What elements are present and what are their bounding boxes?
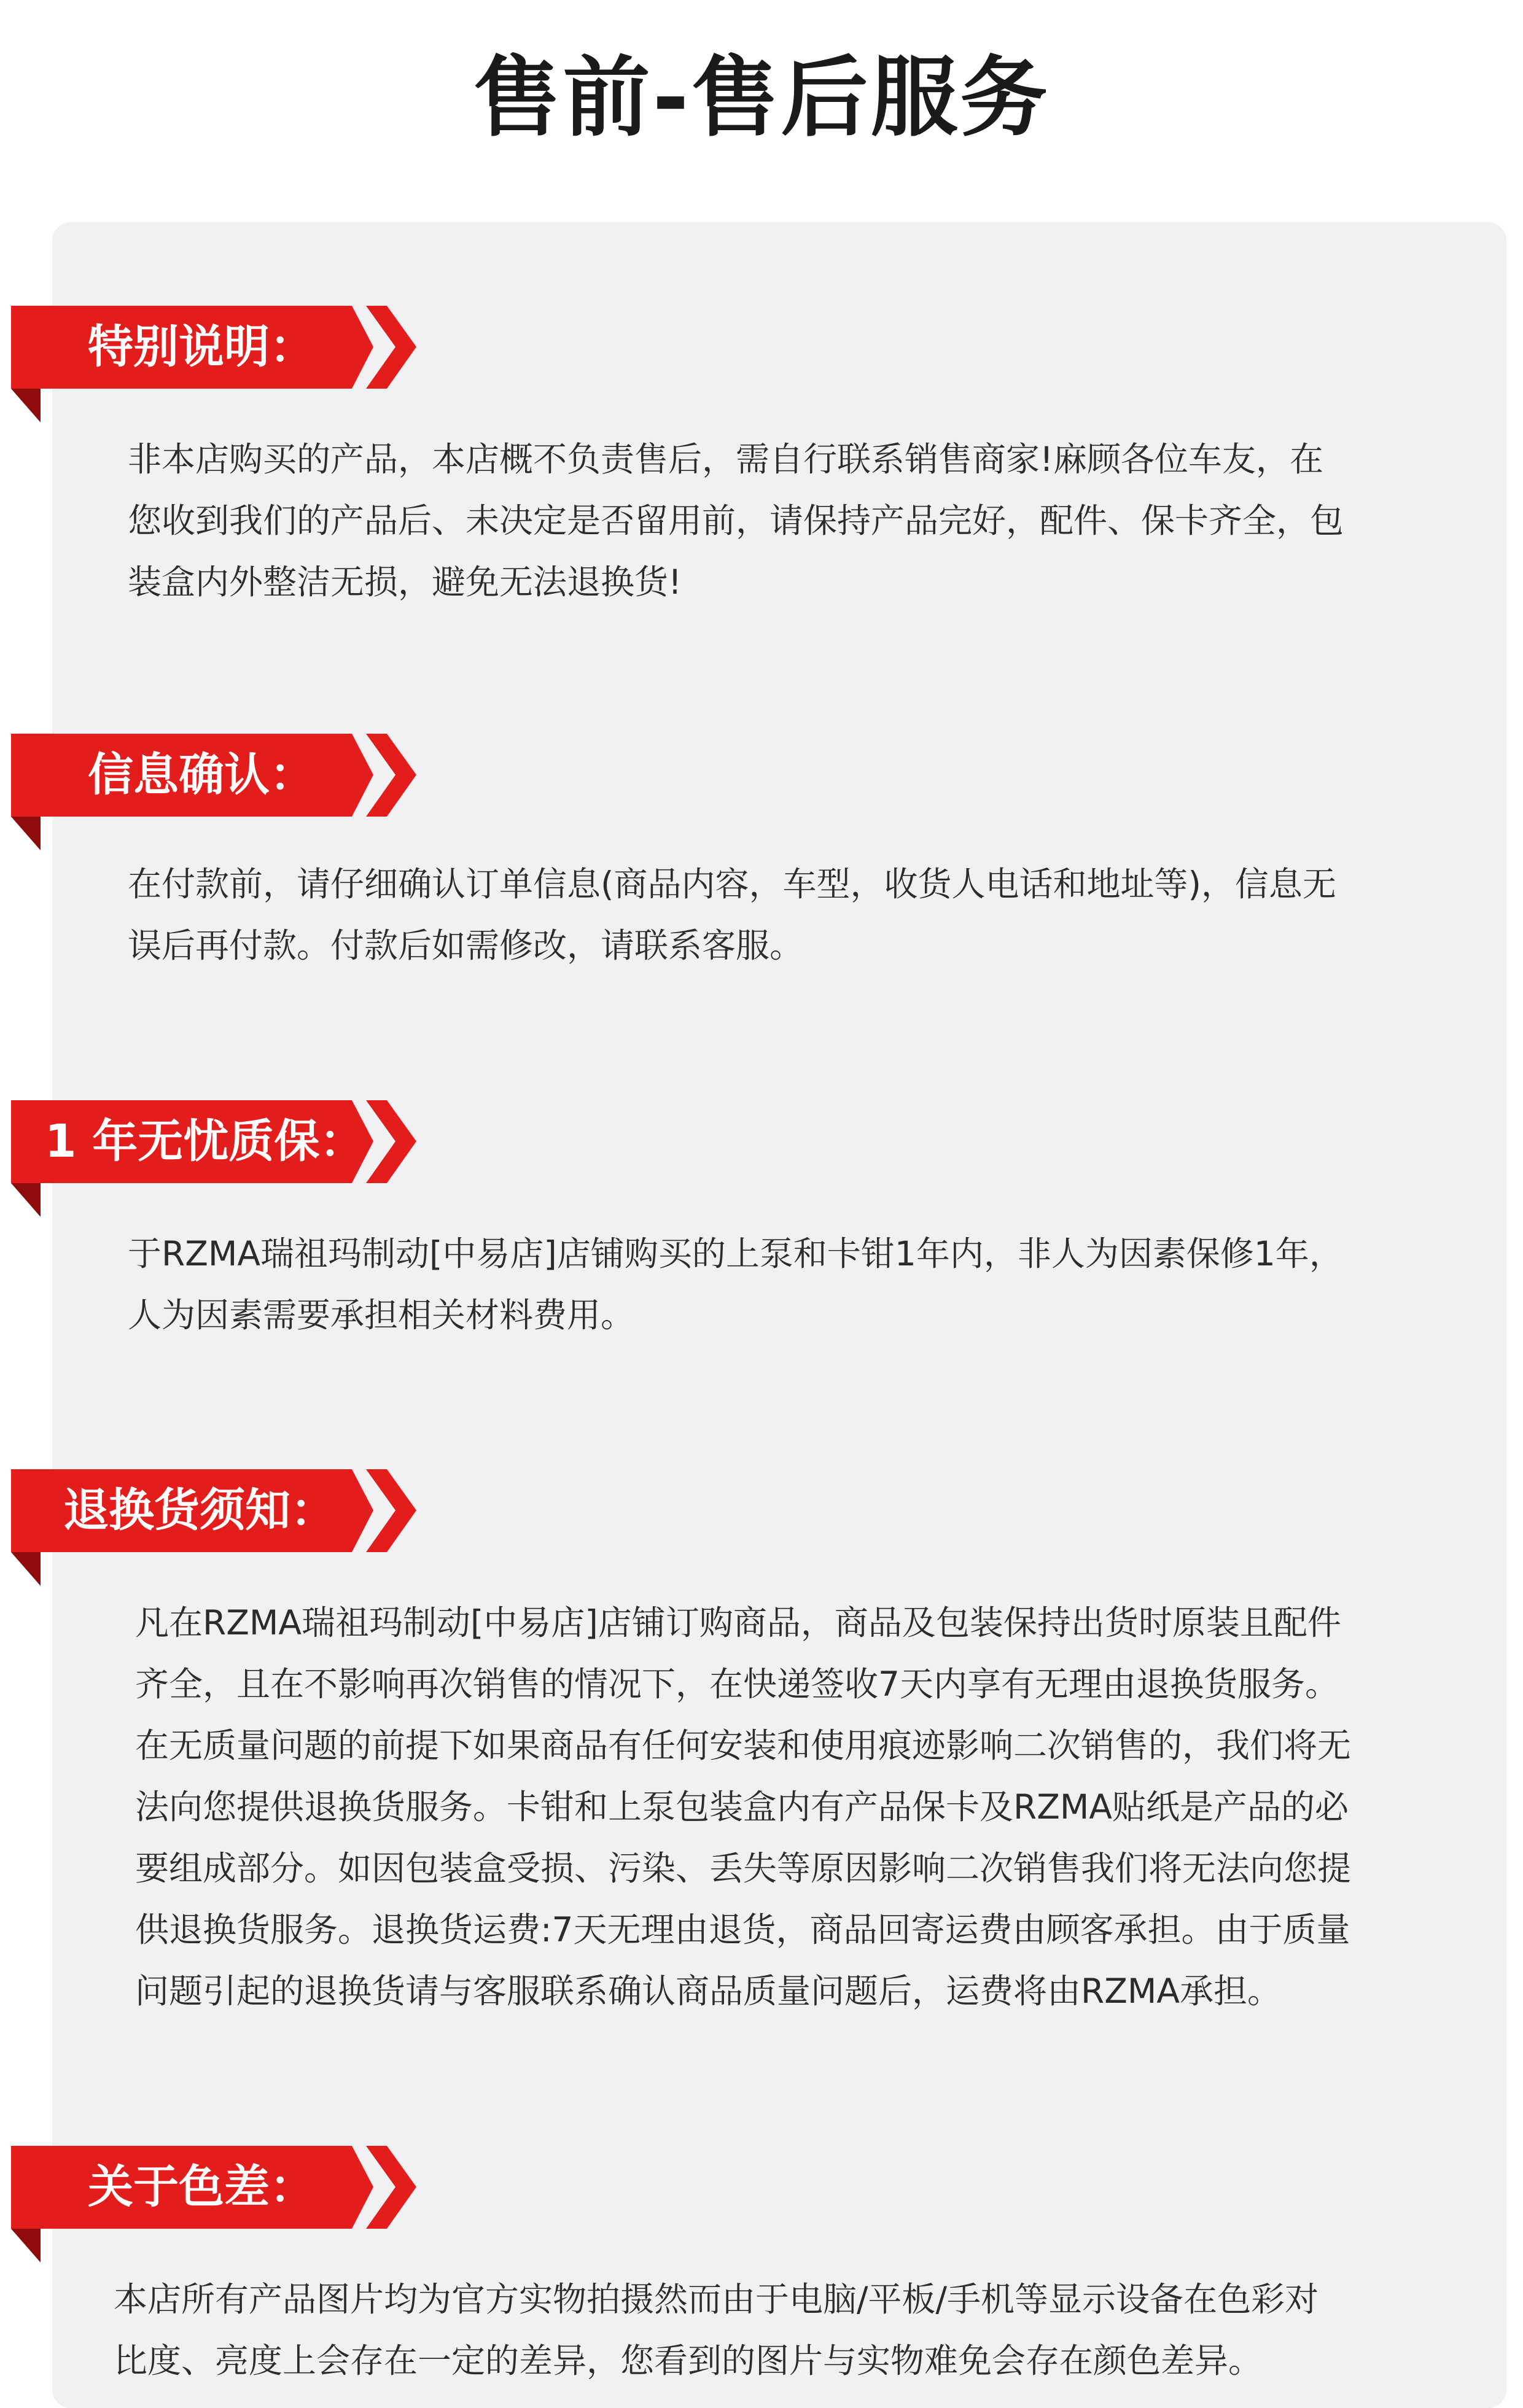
text-line: 在无质量问题的前提下如果商品有任何安装和使用痕迹影响二次销售的，我们将无 xyxy=(135,1726,1352,1765)
text-line: 误后再付款。付款后如需修改，请联系客服。 xyxy=(128,926,804,965)
section-banner xyxy=(11,1100,416,1217)
text-line: 供退换货服务。退换货运费:7天无理由退货，商品回寄运费由顾客承担。由于质量 xyxy=(135,1910,1350,1949)
section-banner xyxy=(11,306,416,422)
section-body xyxy=(128,429,1417,613)
section-body xyxy=(128,853,1417,976)
text-line: 装盒内外整洁无损，避免无法退换货! xyxy=(128,562,682,602)
text-line: 比度、亮度上会存在一定的差异，您看到的图片与实物难免会存在颜色差异。 xyxy=(114,2341,1263,2380)
section-body xyxy=(135,1592,1431,2022)
section-heading: 信息确认： xyxy=(88,748,315,801)
section-body xyxy=(114,2269,1422,2391)
section-banner xyxy=(11,1469,416,1586)
text-line: 法向您提供退换货服务。卡钳和上泵包装盒内有产品保卡及RZMA贴纸是产品的必 xyxy=(135,1787,1349,1827)
section-body xyxy=(128,1223,1417,1346)
section-heading: 特别说明： xyxy=(88,320,315,373)
section-heading: 1 年无忧质保： xyxy=(45,1115,365,1168)
section-banner xyxy=(11,2146,416,2262)
text-line: 于RZMA瑞祖玛制动[中易店]店铺购买的上泵和卡钳1年内，非人为因素保修1年， xyxy=(128,1234,1343,1273)
section-heading: 退换货须知： xyxy=(63,1484,336,1537)
text-line: 问题引起的退换货请与客服联系确认商品质量问题后，运费将由RZMA承担。 xyxy=(135,1971,1281,2011)
section-banner xyxy=(11,734,416,850)
text-line: 凡在RZMA瑞祖玛制动[中易店]店铺订购商品，商品及包装保持出货时原装且配件 xyxy=(135,1603,1341,1642)
page-title: 售前-售后服务 xyxy=(473,47,1050,149)
text-line: 人为因素需要承担相关材料费用。 xyxy=(128,1295,635,1335)
text-line: 齐全，且在不影响再次销售的情况下，在快递签收7天内享有无理由退换货服务。 xyxy=(135,1664,1339,1704)
text-line: 您收到我们的产品后、未决定是否留用前，请保持产品完好，配件、保卡齐全，包 xyxy=(128,501,1344,540)
text-line: 在付款前，请仔细确认订单信息(商品内容，车型，收货人电话和地址等)，信息无 xyxy=(128,864,1336,904)
section-heading: 关于色差： xyxy=(88,2161,315,2213)
text-line: 本店所有产品图片均为官方实物拍摄然而由于电脑/平板/手机等显示设备在色彩对 xyxy=(114,2280,1319,2319)
text-line: 非本店购买的产品，本店概不负责售后，需自行联系销售商家!麻顾各位车友，在 xyxy=(128,440,1324,479)
text-line: 要组成部分。如因包装盒受损、污染、丢失等原因影响二次销售我们将无法向您提 xyxy=(135,1849,1352,1888)
